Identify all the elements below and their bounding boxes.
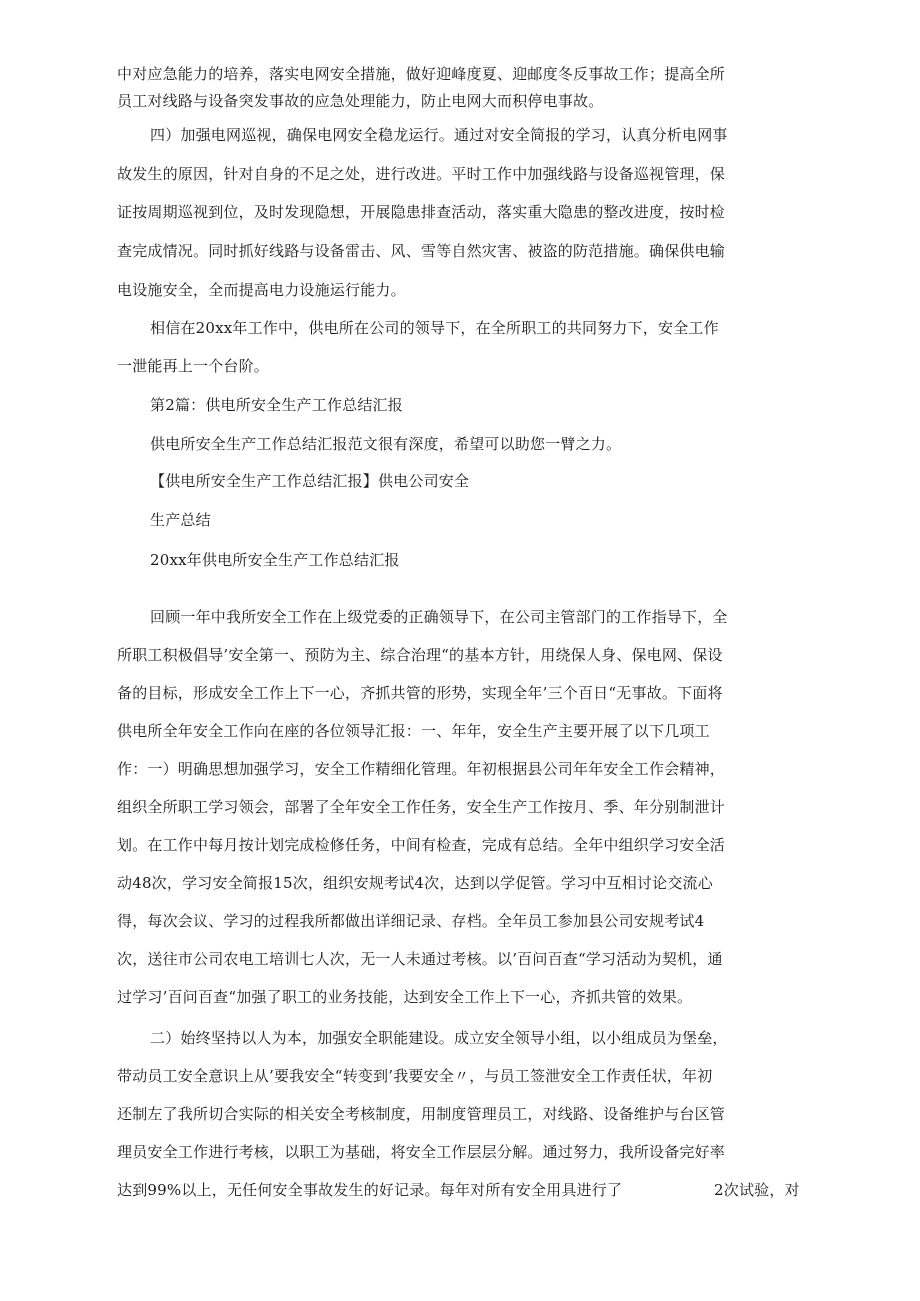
text-line: 相信在20xx年工作中，供电所在公司的领导下，在全所职工的共同努力下，安全工作 [150, 319, 719, 337]
intro-line: 供电所安全生产工作总结汇报范文很有深度，希望可以助您一臂之力。 [150, 435, 622, 453]
text-line: 理员安全工作进行考核，以职工为基础，将安全工作层层分解。通过努力，我所设备完好率 [117, 1143, 726, 1161]
text-line: 作：一）明确思想加强学习，安全工作精细化管理。年初根据县公司年年安全工作会精神， [117, 760, 726, 778]
text-line: 一泄能再上一个台阶。 [117, 357, 270, 375]
text-line: 二）始终坚持以人为本，加强安全职能建设。成立安全领导小组，以小组成员为堡垒， [150, 1029, 728, 1047]
text-line: 划。在工作中每月按计划完成检修任务，中间有检查，完成有总结。全年中组织学习安全活 [117, 836, 726, 854]
text-line: 过学习’百问百查“加强了职工的业务技能，达到安全工作上下一心，齐抓共管的效果。 [117, 988, 693, 1006]
bracket-title: 【供电所安全生产工作总结汇报】供电公司安全 [150, 472, 470, 490]
section-heading: 第2篇：供电所安全生产工作总结汇报 [150, 396, 403, 414]
text-line: 备的目标，形成安全工作上下一心，齐抓共管的形势，实现全年’三个百日“无事故。下面将 [117, 684, 723, 702]
text-line: 次，送往市公司农电工培训七人次，无一人未通过考核。以’百问百查“学习活动为契机，通 [117, 950, 723, 968]
text-line: 故发生的原因，针对自身的不足之处，进行改进。平时工作中加强线路与设备巡视管理，保 [117, 165, 726, 183]
text-line: 证按周期巡视到位，及时发现隐想，开展隐患排查活动，落实重大隐患的整改进度，按时检 [117, 203, 726, 221]
report-title: 20xx年供电所安全生产工作总结汇报 [150, 551, 400, 569]
text-line: 还制左了我所切合实际的相关安全考核制度，用制度管理员工，对线路、设备维护与台区管 [117, 1105, 726, 1123]
text-line: 带动员工安全意识上从’要我安全“转变到’我要安全〃，与员工签泄安全工作责任状，年初 [117, 1067, 713, 1085]
text-line: 所职工积极倡导’安全第一、预防为主、综合治理“的基本方针，用绕保人身、保电网、保设 [117, 646, 723, 664]
text-line: 得，每次会议、学习的过程我所都做出详细记录、存档。全年员工参加县公司安规考试4 [117, 912, 705, 930]
bracket-title: 生产总结 [150, 511, 211, 529]
text-line: 查完成情况。同时抓好线路与设备雷击、风、雪等自然灾害、被盗的防范措施。确保供电输 [117, 242, 726, 260]
text-line: 供电所全年安全工作向在座的各位领导汇报：一、年年，安全生产主要开展了以下几项工 [117, 722, 710, 740]
text-line: 员工对线路与设备突发事故的应急处理能力，防止电网大而积停电事故。 [117, 92, 604, 110]
text-line: 达到99%以上，无任何安全事故发生的好记录。每年对所有安全用具进行了 [117, 1181, 623, 1199]
text-line: 中对应急能力的培养，落实电网安全措施，做好迎峰度夏、迎邮度冬反事故工作；提高全所 [117, 65, 726, 83]
text-line: 四）加强电网巡视，确保电网安全稳龙运行。通过对安全简报的学习，认真分析电网事 [150, 126, 728, 144]
text-line: 电设施安全，全而提高电力设施运行能力。 [117, 281, 406, 299]
text-line: 组织全所职工学习领会，部署了全年安全工作任务，安全生产工作按月、季、年分别制泄计 [117, 798, 726, 816]
text-line: 动48次，学习安全简报15次，组织安规考试4次，达到以学促管。学习中互相讨论交流心 [117, 874, 713, 892]
text-line: 2次试验，对 [714, 1181, 800, 1199]
text-line: 回顾一年中我所安全工作在上级党委的正确领导下，在公司主管部门的工作指导下，全 [150, 608, 728, 626]
